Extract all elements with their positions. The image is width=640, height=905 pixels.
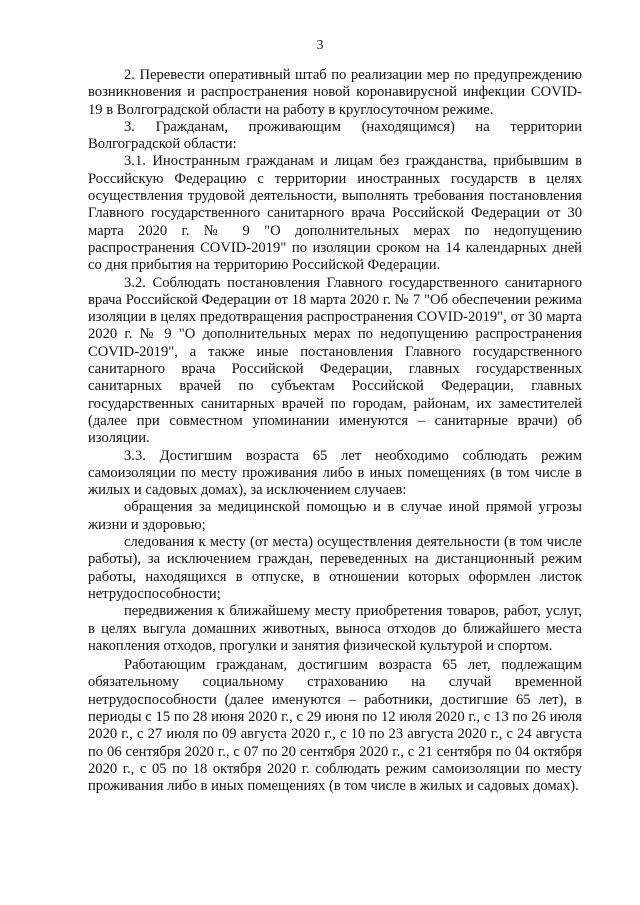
document-body — [88, 67, 582, 795]
exception-work: следования к месту (от места) осуществления деятельности (в том числе работы), за исключением граждан, переведенных на дистанционный режим работы, находящихся в отпуске, в отношении которых оформлен листок нетрудоспособности; — [88, 534, 582, 602]
paragraph-2: 2. Перевести оперативный штаб по реализации мер по предупреждению возникновения и распространения новой коронавирусной инфекции COVID-19 в Волгоградской области на работу в круглосуточном режиме. — [88, 67, 582, 118]
paragraph-3-1: 3.1. Иностранным гражданам и лицам без гражданства, прибывшим в Российскую Федерацию с территории иностранных государств в целях осуществления трудовой деятельности, выполнять требования постановления Главного государственного санитарного врача Российской Федерации от 30 марта 2020 г. № 9 "О дополнительных мерах по недопущению распространения COVID-2019" по изоляции сроком на 14 календарных дней со дня прибытия на территорию Российской Федерации. — [88, 153, 582, 274]
paragraph-working-citizens: Работающим гражданам, достигшим возраста 65 лет, подлежащим обязательному социальному страхованию на случай временной нетрудоспособности (далее именуются – работники, достигшие 65 лет), в периоды с 15 по 28 июня 2020 г., с 29 июня по 12 июля 2020 г., с 13 по 26 июля 2020 г., с 27 июля по 09 августа 2020 г., с 10 по 23 августа 2020 г., с 24 августа по 06 сентября 2020 г., с 07 по 20 сентября 2020 г., с 21 сентября по 04 октября 2020 г., с 05 по 18 октября 2020 г. соблюдать режим самоизоляции по месту проживания либо в иных помещениях (в том числе в жилых и садовых домах). — [88, 657, 582, 795]
exception-medical: обращения за медицинской помощью и в случае иной прямой угрозы жизни и здоровью; — [88, 499, 582, 533]
page-number: 3 — [316, 38, 324, 53]
paragraph-3-3: 3.3. Достигшим возраста 65 лет необходимо соблюдать режим самоизоляции по месту проживания либо в иных помещениях (в том числе в жилых и садовых домах), за исключением случаев: — [88, 447, 582, 499]
exception-movement: передвижения к ближайшему месту приобретения товаров, работ, услуг, в целях выгула домашних животных, выноса отходов до ближайшего места накопления отходов, прогулки и занятия физической культурой и спортом. — [88, 603, 582, 654]
paragraph-3: 3. Гражданам, проживающим (находящимся) на территории Волгоградской области: — [88, 118, 582, 153]
paragraph-3-2: 3.2. Соблюдать постановления Главного государственного санитарного врача Российской Федерации от 18 марта 2020 г. № 7 "Об обеспечении режима изоляции в целях предотвращения распространения COVID-2019", от 30 марта 2020 г. № 9 "О дополнительных мерах по недопущению распространения COVID-2019", а также иные постановления Главного государственного санитарного врача Российской Федерации, главных государственных санитарных врачей по субъектам Российской Федерации, главных государственных санитарных врачей по городам, районам, их заместителей (далее при совместном упоминании именуются – санитарные врачи) об изоляции. — [88, 274, 582, 447]
